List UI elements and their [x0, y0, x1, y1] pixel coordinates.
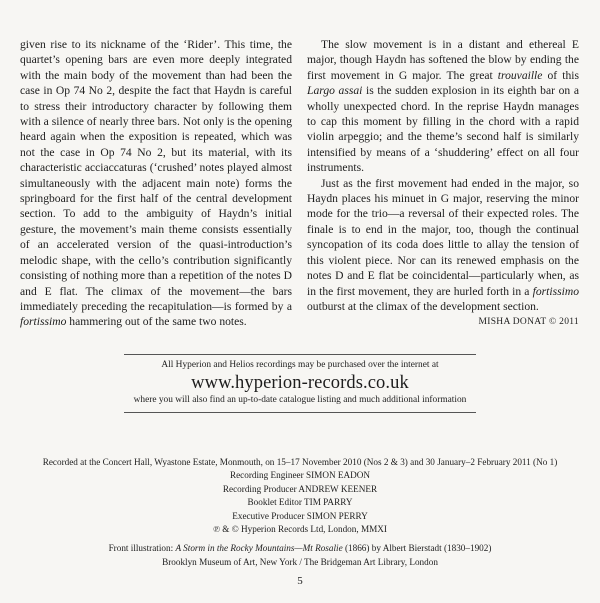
front-illustration-credit: Front illustration: A Storm in the Rocky Mountains—Mt Rosalie (1866) by Albert Bierstadt (1830–1902) [108, 543, 492, 554]
right-text-column [307, 37, 579, 331]
purchase-line: All Hyperion and Helios recordings may be purchased over the internet at [161, 360, 439, 370]
page-number: 5 [297, 575, 303, 587]
right-paragraph-2: Just as the first movement had ended in the major, so Haydn places his minuet in G major, reserving the minor mode for the trio—a reversal of their expected roles. The finale is to end in the major, too, though the continual syncopation of its coda does little to allay the tension of this violent piece. Nor can its renewed emphasis on the notes D and E flat be coincidental—particularly when, as in the first movement, they are hurled forth in a fortissimo outburst at the climax of the development section. [307, 176, 579, 313]
executive-producer: Executive Producer SIMON PERRY [232, 510, 368, 521]
left-text-column [20, 37, 292, 330]
recording-location: Recorded at the Concert Hall, Wyastone Estate, Monmouth, on 15–17 November 2010 (Nos 2 & 3) and 30 January–2 February 2011 (No 1) [42, 457, 558, 467]
copyright-line: ℗ & © Hyperion Records Ltd, London, MMXI [213, 524, 387, 535]
website-link[interactable]: www.hyperion-records.co.uk [191, 373, 409, 393]
right-paragraph-1: The slow movement is in a distant and ethereal E major, though Haydn has softened the blow by ending the first movement in G major. The great trouvaille of this Largo assai is the sudden explosion in its eighth bar on a wholly unexpected chord. In the reprise Haydn manages to cap this moment by filling in the chord with a rapid violin arpeggio; and the theme’s second half is similarly intensified by means of a ‘shuddering’ effect on all four instruments. [307, 38, 579, 175]
purchase-info-box [124, 354, 476, 413]
recording-engineer: Recording Engineer SIMON EADON [229, 470, 371, 481]
author-signature: MISHA DONAT © 2011 [478, 317, 579, 328]
recording-producer: Recording Producer ANDREW KEENER [222, 483, 378, 494]
catalogue-line: where you will also find an up-to-date catalogue listing and much additional information [133, 395, 467, 405]
museum-credit: Brooklyn Museum of Art, New York / The Bridgeman Art Library, London [162, 556, 438, 567]
left-paragraph: given rise to its nickname of the ‘Rider’. This time, the quartet’s opening bars are even more deeply integrated with the main body of the movement than had been the case in Op 74 No 2, despite the fact that Haydn is careful to stress their introductory character by following them with a silence of nearly three bars. Not only is the opening heard again when the exposition is repeated, which was not the case in Op 74 No 2, but its material, with its characteristic acciaccaturas (‘crushed’ notes played almost simultaneously with the adjacent main note) forms the springboard for the first half of the central development section. To add to the ambiguity of Haydn’s initial gesture, the movement’s main theme consists essentially of an accelerated version of the quasi-introduction’s melodic shape, with the cello’s contribution significantly consisting of nothing more than a repetition of the notes D and E flat. The climax of the movement—the bars immediately preceding the recapitulation—is formed by a fortissimo hammering out of the same two notes. [20, 38, 292, 329]
booklet-editor: Booklet Editor TIM PARRY [247, 497, 353, 508]
recording-credits [0, 456, 600, 569]
